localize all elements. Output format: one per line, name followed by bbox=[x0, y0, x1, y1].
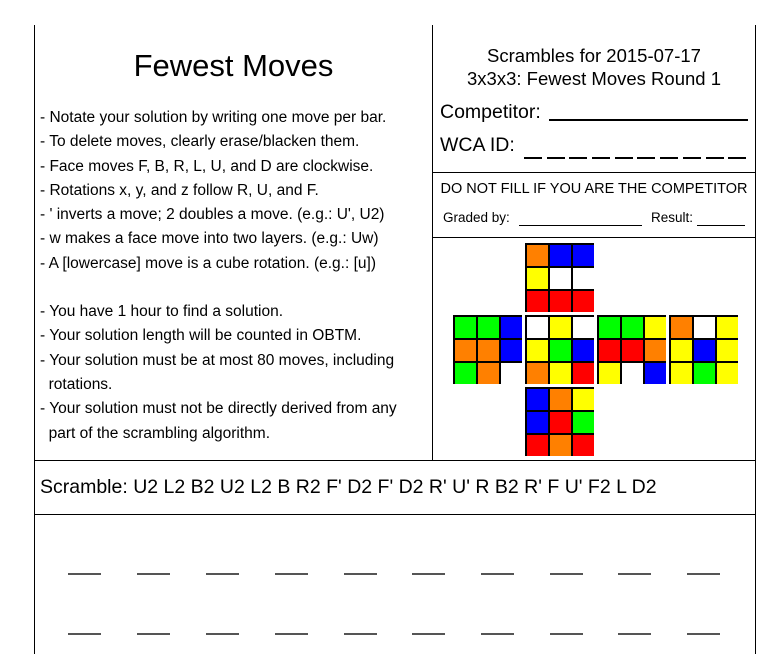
cube-sticker bbox=[527, 245, 548, 266]
cube-sticker bbox=[671, 340, 692, 361]
rule-item: - Your solution length will be counted in OBTM. bbox=[40, 327, 362, 345]
cube-sticker bbox=[550, 317, 571, 338]
cube-face-front bbox=[525, 315, 594, 384]
cube-sticker bbox=[573, 340, 594, 361]
cube-sticker bbox=[455, 363, 476, 384]
cube-sticker bbox=[501, 363, 522, 384]
wca-id-label: WCA ID: bbox=[440, 134, 515, 156]
cube-sticker bbox=[527, 363, 548, 384]
cube-sticker bbox=[645, 317, 666, 338]
result-label: Result: bbox=[651, 210, 694, 225]
cube-sticker bbox=[717, 340, 738, 361]
cube-sticker bbox=[694, 317, 715, 338]
cube-sticker bbox=[671, 363, 692, 384]
cube-sticker bbox=[622, 340, 643, 361]
cube-sticker bbox=[573, 412, 594, 433]
cube-face-back bbox=[669, 315, 738, 384]
cube-sticker bbox=[573, 268, 594, 289]
cube-sticker bbox=[573, 245, 594, 266]
cube-sticker bbox=[694, 340, 715, 361]
scramble-top-divider bbox=[34, 460, 756, 461]
grading-notice: DO NOT FILL IF YOU ARE THE COMPETITOR bbox=[440, 181, 748, 197]
competitor-field[interactable] bbox=[549, 119, 748, 121]
cube-sticker bbox=[573, 363, 594, 384]
rule-item: - Your solution must be at most 80 moves, including bbox=[40, 351, 395, 369]
cube-face-left bbox=[453, 315, 522, 384]
cube-sticker bbox=[550, 363, 571, 384]
scramble-bottom-divider bbox=[34, 514, 756, 515]
cube-sticker bbox=[717, 363, 738, 384]
cube-sticker bbox=[527, 389, 548, 410]
cube-sticker bbox=[550, 412, 571, 433]
cube-sticker bbox=[573, 435, 594, 456]
cube-sticker bbox=[573, 317, 594, 338]
cube-sticker bbox=[478, 363, 499, 384]
competitor-label: Competitor: bbox=[440, 101, 541, 123]
left-border bbox=[34, 25, 35, 654]
cube-sticker bbox=[573, 389, 594, 410]
cube-face-right bbox=[597, 315, 666, 384]
cube-sticker bbox=[501, 317, 522, 338]
rule-item: - Rotations x, y, and z follow R, U, and F. bbox=[40, 181, 319, 199]
cube-sticker bbox=[550, 291, 571, 312]
cube-sticker bbox=[599, 317, 620, 338]
header-divider bbox=[432, 172, 756, 173]
cube-sticker bbox=[501, 340, 522, 361]
cube-sticker bbox=[527, 435, 548, 456]
cube-sticker bbox=[645, 340, 666, 361]
cube-sticker bbox=[455, 340, 476, 361]
rule-item: - A [lowercase] move is a cube rotation. (e.g.: [u]) bbox=[40, 254, 376, 272]
cube-sticker bbox=[550, 245, 571, 266]
cube-sticker bbox=[550, 389, 571, 410]
rule-item: - Notate your solution by writing one move per bar. bbox=[40, 109, 387, 126]
round-heading: 3x3x3: Fewest Moves Round 1 bbox=[467, 68, 721, 89]
rule-item: - Face moves F, B, R, L, U, and D are clockwise. bbox=[40, 157, 374, 175]
grading-divider bbox=[432, 237, 756, 238]
rules-list bbox=[40, 106, 430, 446]
graded-by-field[interactable] bbox=[519, 225, 642, 226]
graded-by-label: Graded by: bbox=[443, 210, 510, 225]
cube-sticker bbox=[671, 317, 692, 338]
cube-sticker bbox=[573, 291, 594, 312]
cube-sticker bbox=[645, 363, 666, 384]
rule-item: rotations. bbox=[40, 375, 113, 393]
rule-item: part of the scrambling algorithm. bbox=[40, 424, 271, 442]
cube-sticker bbox=[717, 317, 738, 338]
cube-sticker bbox=[478, 317, 499, 338]
right-border bbox=[755, 25, 756, 654]
cube-face-up bbox=[525, 243, 594, 312]
cube-sticker bbox=[599, 363, 620, 384]
page-title: Fewest Moves bbox=[133, 48, 334, 83]
cube-sticker bbox=[527, 291, 548, 312]
center-divider bbox=[432, 25, 433, 461]
cube-sticker bbox=[550, 435, 571, 456]
cube-sticker bbox=[550, 268, 571, 289]
cube-sticker bbox=[599, 340, 620, 361]
cube-sticker bbox=[550, 340, 571, 361]
cube-sticker bbox=[455, 317, 476, 338]
scramble-text: Scramble: U2 L2 B2 U2 L2 B R2 F' D2 F' D2 R' U' R B2 R' F U' F2 L D2 bbox=[40, 476, 657, 498]
rule-item: - To delete moves, clearly erase/blacken them. bbox=[40, 133, 360, 151]
rule-item: - Your solution must not be directly derived from any bbox=[40, 400, 397, 418]
cube-sticker bbox=[694, 363, 715, 384]
cube-sticker bbox=[527, 412, 548, 433]
cube-sticker bbox=[622, 363, 643, 384]
cube-sticker bbox=[478, 340, 499, 361]
cube-sticker bbox=[527, 317, 548, 338]
rule-item: - You have 1 hour to find a solution. bbox=[40, 303, 284, 321]
result-field[interactable] bbox=[697, 225, 745, 226]
rule-item: - w makes a face move into two layers. (e.g.: Uw) bbox=[40, 230, 379, 248]
rule-item: - ' inverts a move; 2 doubles a move. (e.g.: U', U2) bbox=[40, 206, 385, 224]
cube-sticker bbox=[527, 268, 548, 289]
cube-sticker bbox=[527, 340, 548, 361]
rules-spacer bbox=[40, 276, 430, 300]
scramble-date-heading: Scrambles for 2015-07-17 bbox=[487, 45, 701, 66]
cube-face-down bbox=[525, 387, 594, 456]
cube-sticker bbox=[622, 317, 643, 338]
